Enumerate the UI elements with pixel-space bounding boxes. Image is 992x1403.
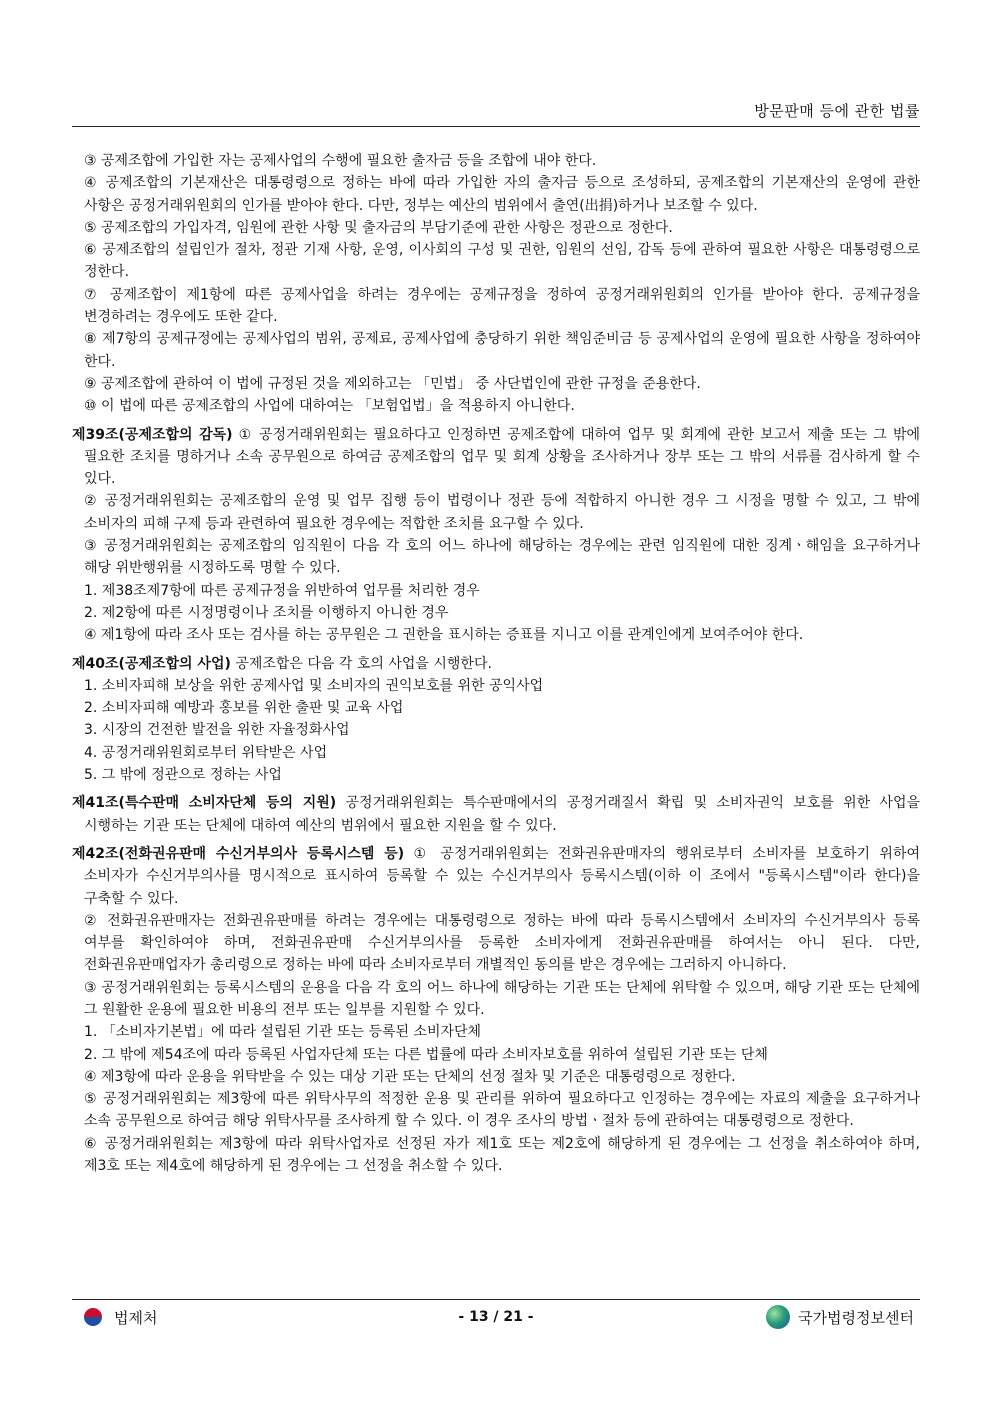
list-item: 2. 소비자피해 예방과 홍보를 위한 출판 및 교육 사업 bbox=[84, 700, 404, 717]
page-number: - 13 / 21 - bbox=[458, 1309, 534, 1325]
paragraph: ③ 공정거래위원회는 등록시스템의 운용을 다음 각 호의 어느 하나에 해당하는 기관 또는 단체에 위탁할 수 있으며, 해당 기관 또는 단체에 그 원활한 운용에 필요한 비용의 전부 또는 일부를 지원할 수 있다. bbox=[84, 979, 920, 1018]
paragraph: ② 전화권유판매자는 전화권유판매를 하려는 경우에는 대통령령으로 정하는 바에 따라 등록시스템에서 소비자의 수신거부의사 등록 여부를 확인하여야 하며, 전화권유판매 수신거부의사를 등록한 소비자에게 전화권유판매를 하여서는 아니 된다. 다만, 전화권유판매업자가 총리령으로 정하는 바에 따라 소비자로부터 개별적인 동의를 받은 경우에는 그러하지 아니하다. bbox=[84, 912, 920, 974]
article-title: 제39조(공제조합의 감독) bbox=[72, 426, 233, 443]
paragraph: ③ 공정거래위원회는 공제조합의 임직원이 다음 각 호의 어느 하나에 해당하는 경우에는 관련 임직원에 대한 징계ㆍ해임을 요구하거나 해당 위반행위를 시정하도록 명할 수 있다. bbox=[84, 538, 920, 577]
list-item: 1. 「소비자기본법」에 따라 설립된 기관 또는 등록된 소비자단체 bbox=[84, 1024, 482, 1041]
article-41 bbox=[72, 792, 920, 837]
article-42 bbox=[72, 843, 920, 910]
globe-logo-icon bbox=[766, 1305, 790, 1329]
list-item: 4. 공정거래위원회로부터 위탁받은 사업 bbox=[84, 744, 328, 761]
article-text: ① 공정거래위원회는 전화권유판매자의 행위로부터 소비자를 보호하기 위하여 소비자가 수신거부의사를 명시적으로 표시하여 등록할 수 있는 수신거부의사 등록시스템(이하 이 조에서 "등록시스템"이라 한다)을 구축할 수 있다. bbox=[84, 845, 920, 907]
list-item: 2. 제2항에 따른 시정명령이나 조치를 이행하지 아니한 경우 bbox=[84, 604, 449, 621]
footer-right bbox=[766, 1304, 914, 1330]
article-text: ① 공정거래위원회는 필요하다고 인정하면 공제조합에 대하여 업무 및 회계에 관한 보고서 제출 또는 그 밖에 필요한 조치를 명하거나 소속 공무원으로 하여금 공제조합의 업무 및 회계 상황을 조사하거나 장부 또는 그 밖의 서류를 검사하게 할 수 있다. bbox=[84, 426, 920, 488]
header-divider bbox=[72, 126, 920, 127]
footer-right-label: 국가법령정보센터 bbox=[798, 1308, 914, 1327]
footer-divider bbox=[72, 1299, 920, 1300]
paragraph: ⑤ 공정거래위원회는 제3항에 따른 위탁사무의 적정한 운용 및 관리를 위하여 필요하다고 인정하는 경우에는 자료의 제출을 요구하거나 소속 공무원으로 하여금 해당 위탁사무를 조사하게 할 수 있다. 이 경우 조사의 방법ㆍ절차 등에 관하여는 대통령령으로 정한다. bbox=[84, 1091, 920, 1130]
article-39 bbox=[72, 424, 920, 491]
list-item: 5. 그 밖에 정관으로 정하는 사업 bbox=[84, 767, 282, 784]
article-text: 공제조합은 다음 각 호의 사업을 시행한다. bbox=[230, 655, 492, 672]
paragraph: ⑥ 공제조합의 설립인가 절차, 정관 기재 사항, 운영, 이사회의 구성 및 권한, 임원의 선임, 감독 등에 관하여 필요한 사항은 대통령령으로 정한다. bbox=[84, 242, 920, 281]
footer-left-label: 법제처 bbox=[114, 1308, 158, 1327]
article-text: 공정거래위원회는 특수판매에서의 공정거래질서 확립 및 소비자권익 보호를 위한 사업을 시행하는 기관 또는 단체에 대하여 예산의 범위에서 필요한 지원을 할 수 있다. bbox=[84, 795, 920, 834]
paragraph: ⑩ 이 법에 따른 공제조합의 사업에 대하여는 「보험업법」을 적용하지 아니한다. bbox=[84, 398, 575, 415]
paragraph: ④ 제3항에 따라 운용을 위탁받을 수 있는 대상 기관 또는 단체의 선정 절차 및 기준은 대통령령으로 정한다. bbox=[84, 1068, 736, 1085]
list-item: 3. 시장의 건전한 발전을 위한 자율정화사업 bbox=[84, 722, 350, 739]
paragraph: ④ 제1항에 따라 조사 또는 검사를 하는 공무원은 그 권한을 표시하는 증표를 지니고 이를 관계인에게 보여주어야 한다. bbox=[84, 627, 804, 644]
document-body bbox=[72, 150, 920, 1177]
article-title: 제42조(전화권유판매 수신거부의사 등록시스템 등) bbox=[72, 845, 405, 862]
paragraph: ② 공정거래위원회는 공제조합의 운영 및 업무 집행 등이 법령이나 정관 등에 적합하지 아니한 경우 그 시정을 명할 수 있고, 그 밖에 소비자의 피해 구제 등과 관련하여 필요한 경우에는 적합한 조치를 요구할 수 있다. bbox=[84, 493, 920, 532]
paragraph: ⑥ 공정거래위원회는 제3항에 따라 위탁사업자로 선정된 자가 제1호 또는 제2호에 해당하게 된 경우에는 그 선정을 취소하여야 하며, 제3호 또는 제4호에 해당하게 된 경우에는 그 선정을 취소할 수 있다. bbox=[84, 1135, 920, 1175]
list-item: 2. 그 밖에 제54조에 따라 등록된 사업자단체 또는 다른 법률에 따라 소비자보호를 위하여 설립된 기관 또는 단체 bbox=[84, 1046, 768, 1063]
paragraph: ④ 공제조합의 기본재산은 대통령령으로 정하는 바에 따라 가입한 자의 출자금 등으로 조성하되, 공제조합의 기본재산의 운영에 관한 사항은 공정거래위원회의 인가를 받아야 한다. 다만, 정부는 예산의 범위에서 출연(出捐)하거나 보조할 수 있다. bbox=[84, 175, 920, 214]
paragraph: ③ 공제조합에 가입한 자는 공제사업의 수행에 필요한 출자금 등을 조합에 내야 한다. bbox=[84, 153, 597, 169]
paragraph: ⑨ 공제조합에 관하여 이 법에 규정된 것을 제외하고는 「민법」 중 사단법인에 관한 규정을 준용한다. bbox=[84, 375, 701, 392]
article-title: 제41조(특수판매 소비자단체 등의 지원) bbox=[72, 795, 337, 812]
list-item: 1. 제38조제7항에 따른 공제규정을 위반하여 업무를 처리한 경우 bbox=[84, 582, 480, 599]
list-item: 1. 소비자피해 보상을 위한 공제사업 및 소비자의 권익보호를 위한 공익사업 bbox=[84, 677, 544, 694]
paragraph: ⑧ 제7항의 공제규정에는 공제사업의 범위, 공제료, 공제사업에 충당하기 위한 책임준비금 등 공제사업의 운영에 필요한 사항을 정하여야 한다. bbox=[84, 331, 920, 370]
page-header-title: 방문판매 등에 관한 법률 bbox=[754, 102, 920, 120]
article-title: 제40조(공제조합의 사업) bbox=[72, 655, 231, 672]
article-40 bbox=[72, 653, 920, 675]
paragraph: ⑤ 공제조합의 가입자격, 임원에 관한 사항 및 출자금의 부담기준에 관한 사항은 정관으로 정한다. bbox=[84, 219, 673, 236]
paragraph: ⑦ 공제조합이 제1항에 따른 공제사업을 하려는 경우에는 공제규정을 정하여 공정거래위원회의 인가를 받아야 한다. 공제규정을 변경하려는 경우에도 또한 같다. bbox=[84, 286, 920, 326]
